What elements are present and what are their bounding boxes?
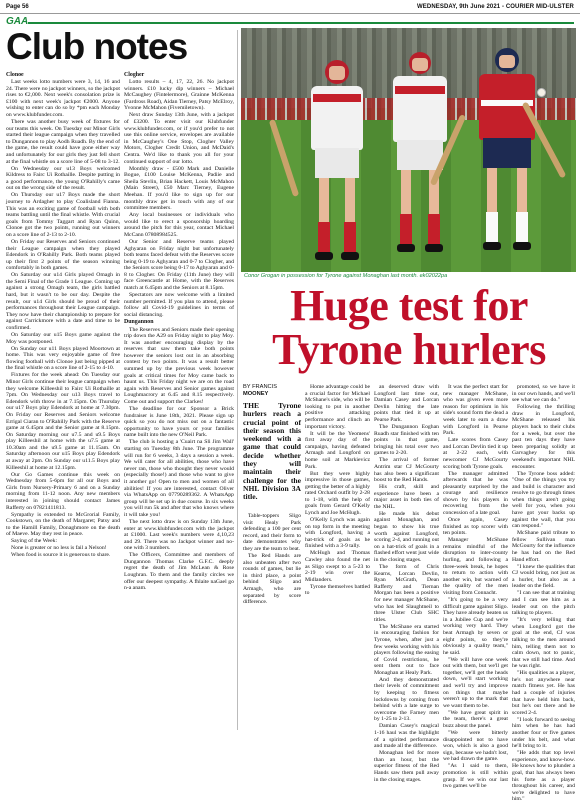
article-paragraph: "As I said to them, promotion is still within grasp. If we win our last two games we'll be (443, 763, 508, 790)
club-notes-title: Club notes (6, 26, 188, 67)
article-paragraph: "It's very telling that when Longford got the goal at the end, CJ was talking to the men around him, telling them not to calm down, not to panic, that we still had time. And he was right. (512, 617, 575, 670)
club-paragraph: The deadline for our Sponsor a Brick fundraiser is June 18th, 2021. Please sign up quick so you do not miss out on a fantastic opportunity to have yours or your families name built into the new O'Neil Park. (124, 406, 234, 439)
club-paragraph: The Officers, Committee and members of Dungannon Thomas Clarke G.F.C. deeply regret the death of Jim McLean & Rose Loughran. To them and the family circles we offer our deepest sympathy. A fhlaite naGael go n-a anam. (124, 552, 234, 592)
club-paragraph: When food is source it is generous to share. (11, 552, 111, 559)
page-header (0, 0, 580, 14)
section-rule (28, 22, 574, 24)
article-paragraph: The Dungannon Eoghan Ruadh star finished with ten points in that game, bringing his total over two games to 2-20. (374, 423, 439, 457)
headline-line-1: Huge test for (290, 281, 528, 330)
byline-prefix: BY FRANCIS (243, 384, 278, 390)
article-paragraph: Following the thrilling draw in Longford, McShane released his players back to their clubs for a week, but over the past ten days they have been preparing solidly at Garvaghey for this weekend's important NHL encounter. (512, 404, 575, 470)
article-paragraph: The manager admitted afterwards that he was pleasantly surprised by the courage and resilience shown by his players in recovering from the concession of a late goal. (443, 470, 508, 517)
club-paragraph: None is greater or no less is fail a Nelson! (11, 545, 107, 552)
player-left (303, 60, 373, 270)
article-paragraph: McHugh and Thomas Cawley also found the net as Sligo swept to a 5-23 to 2-19 win over the Midlanders. (305, 550, 370, 583)
article-paragraph: "It's going to be a very difficult game against Sligo. They have already beaten us in a Jubilee Cup and we're working very hard. They beat Armagh by seven or eight points, so they're obviously a quality team," he said. (443, 596, 508, 656)
club-paragraph: Last weeks lotto numbers were 3, 14, 16 and 24. There were no jackpot winners, so the jackpot rises to €2,000. Next week's consolation prize is £100 with next week's jackpot €2000. Anyone wishing to enter can do so by *pm each Monday on www.klubfunder.com. (6, 79, 120, 119)
club-paragraph: Spectators are now welcome with a limited number permitted. If you plan to attend, please follow all Covid-19 guidelines in terms of social distancing. (124, 292, 234, 318)
club-paragraph: The next lotto draw is on Sunday 13th June, enter at www.klubfunder.com with the jackpot at £1000. Last week's numbers were 4,10,23 and 29. There was no Jackpot winner and no-one with 3 numbers. (124, 518, 234, 552)
article-paragraph: The Red Hands are also unbeaten after two rounds of games, but lie in third place, a point behind Sligo and Armagh, who are separated by score difference. (243, 552, 301, 606)
article-column-4 (443, 384, 508, 790)
match-photo (241, 28, 576, 272)
club-paragraph: Our Go Games continue this week on Wednesday from 5-6pm for all our Boys and Girls from Nursery-Primary 6 and on a Sunday morning from 11-12 noon. Any new members interested in joining should contact James Rafferty on 07821411813. (6, 471, 120, 511)
article-paragraph: His craft, skill and experience have been a major asset in both ties of the NHL. (374, 484, 439, 510)
club-paragraph: The Reserves and Seniors made their opening trip down the A29 on Friday night to play Moy. It was another encouraging display by the reserves that saw them take both points however the seniors lost out in an absorbing contest by two points. It was a result better summed up by the previous week however goals at critical times for Moy came back to haunt us. This Friday night we are on the road again with Reserves and Senior games against Loughmacrory at 6.45 and 8.15 respectively. Come out and support the Clarkes! (124, 326, 234, 406)
article-column-1 (243, 513, 301, 733)
club-paragraph: Monthly draw - £500 Mark and Danielle Bogue, £100 Louise McKenna, Padiie and Sheila Stevlin, Brian Hackett, Louis McMahon (Main Street), £50 Marc Tierney, Eugene Meehan. If you'd like to sign up for our monthly draw get in touch with any of our committee members. (124, 165, 234, 212)
article-paragraph: He made his debut against Monaghan, and began to show his true worth against Longford, scoring 2-4, and running out on a hat-trick of goals in a flashed effort went just wide in the closing stages. (374, 510, 439, 563)
issue-date: WEDNESDAY, 9th June 2021 - COURIER MID-ULSTER (417, 3, 574, 10)
club-paragraph: On Saturday our u14 Girls played Omagh in the Semi Final of the Grade 1 League. Coming up against a strong Omagh team, the girls battled hard, but it wasn't to be our day. Despite the result, our u14 Girls should be proud of their performances throughout their League campaign. They now have their championship to prepare for against Carrickmore with a date and time to be confirmed. (6, 272, 120, 332)
club-heading: Clogher (124, 72, 145, 78)
article-paragraph: "His qualities as a player, he's not anywhere near match fitness yet. He has had a couple of injuries that have held him back, but he's out there and he scored 2-4. (512, 670, 575, 716)
club-paragraph: On Sunday our u11 Boys played Moortown at home. This was very enjoyable game of free flowing football with Clonoe just being pipped at the final whistle on a score line of 2-15 to 4-10. (6, 345, 120, 372)
article-paragraph: The form of Chris Kearns, Lorcan Devlin, Ryan McGrath, Dean Rafferty and Tiernan Morgan has been a positive for new manager McShane, who has led Slaughtneil to three Ulster Club SHC titles. (374, 563, 439, 623)
article-paragraph: promoted, so we have it in our own hands, and we'll see what we can do." (512, 384, 575, 404)
article-paragraph: Damian Casey's magical 1-16 haul was the highlight of a spirited performance and made all the difference. (374, 723, 439, 750)
club-paragraph: On Friday our Reserves and Seniors continued their League campaign when they played Edendork in O'Rahilly Park. Both teams played up their first 2 points of the season winning comfortably in both games. (6, 238, 120, 272)
article-paragraph: Once again, Casey finished as top scorer with ten points. (443, 517, 508, 537)
club-paragraph: On Wednesday our u13 Boys welcomed Kildress to Fairc Ui Rothaille. Despite putting in a good performance, the young O'Rahilly's came out on the wrong side of the result. (6, 165, 120, 192)
article-paragraph: Tyrone themselves battled to (305, 583, 370, 597)
column-divider (237, 30, 238, 730)
club-notes-column-1 (6, 71, 120, 733)
club-paragraph: On Thursday our u17 Boys made the short journey to Ardagher to play Coalisland Fianna. This was an exciting game of football with both teams battling until the final whistle. With crucial goals from Tommy Taggart and Ryan Quinn, Clonoe got the two points, running out winners on a score line of 2-13 to 2-10. (6, 192, 120, 238)
article-paragraph: an deserved draw with Longford last time out, Damian Casey and Lorcan Devlin hitting the late points that tied it up at Pearse Park. (374, 384, 439, 423)
article-paragraph: O'Kelly Lynch was again on top form in the meeting with Longford, having a hat-trick of goals as he finished with a 3-9 tally. (305, 517, 370, 550)
article-paragraph: "I knew the qualities that CJ would bring, not just as a hurler, but also as a leader on the field. (512, 563, 575, 590)
article-paragraph: Table-toppers Sligo visit Healy Park defending a 100 per cent record, and their form to date demonstrates why they are the team to beat. (243, 513, 301, 552)
club-paragraph: Sympathy is extended to McGrorial Family, Cookstown, on the death of Margaret; Patsy and to the Hamill Family, Donaghmore on the death of Maeve. May they rest in peace. (6, 511, 120, 538)
club-paragraph: Next draw Sunday 13th June, with a jackpot of £3200. To enter visit our Klubfunder www.klubfunder.com, or if you'd prefer to not use this online service, envelopes are available in McCaughey's One Stop, Clogher Valley Motors, Clogher Credit Union, and McDaid's Centra. We'd like to thank you all for your continued support of our lotto. (124, 112, 234, 165)
headline-line-2: Tyrone hurlers (272, 325, 546, 374)
photo-caption: Conor Grogan in possession for Tyrone against Monaghan last month. ek02022pa (244, 273, 448, 279)
article-paragraph: Manager McShane remains mindful of the disruption to inter-county hurling, and following a three-week break, he hopes to return to action with another win, but warned of the quality of the men visiting from Connacht. (443, 537, 508, 596)
club-paragraph: Lotto results – 4, 17, 22, 26. No jackpot winners. £10 lucky dip winners – Michael McCaughey (Fintelermore), Grainne McKenna (Fardross Road), Aidan Tierney, Patsy McElroy, Yvonne McMahon (Fivemiletown). (124, 79, 234, 112)
article-paragraph: It will be the Yeomens' first away day of the campaign, having defeated Armagh and Longford on home soil at Markievicz Park. (305, 430, 370, 470)
page-number: Page 56 (6, 3, 29, 10)
club-paragraph: Fixtures for the week ahead: On Tuesday our Minor Girls continue their league campaign when they welcome Killeeshil to Fairc Ui Rothaille at 7pm. On Wednesday our u13 Boys travel to Edendork with throw in at 7.15pm. On Thursday our u17 Boys play Edendork at home at 7.30pm. On Friday our Reserves and Seniors welcome Errigal Ciaran to O'Rahilly Park with the Reserve game at 6.45pm and the Senior game at 8.15pm. On Saturday morning our u7.5 and u9.5 Boys play Killeeshil at home with the u7.5 game at 10.30am and the u9.5 game at 11.15am. On Saturday afternoon our u15 Boys play Edendork at away at 2pm. On Sunday our u11.5 Boys play Killeeshil at home at 12.15pm. (6, 372, 120, 471)
club-heading: Dungannon (124, 319, 154, 326)
article-paragraph: It was the perfect start for new manager McShane, who was given even more reason for optimism in his side's sound form the dead a week later to earn a draw with Longford in Pearse Park. (443, 384, 508, 437)
article-paragraph: "I can see that at training and I can see him as a leader out on the pitch talking to players. (512, 590, 575, 617)
article-column-3 (374, 384, 439, 783)
club-paragraph: There was another busy week of fixtures for our teams this week. On Tuesday our Minor Girls started their league campaign when they travelled to Dungannon to play Aodh Ruadh. By the end of the game, the result could have gone either way and unfortunately for our girls they just fell short at the final whistle on a score line of 5-08 to 3-12. (6, 119, 120, 165)
club-heading: Clonoe (6, 72, 24, 78)
club-paragraph: Our Senior and Reserve teams played Aghyaran on Friday night but unfortunately both teams faced defeat with the Reserves score being 0-19 to Aghyaran and 0-7 to Clogher, and the Seniors score being 0-17 to Aghyaran and 0-8 to Clogher. On Friday (11th June) they will face Greencastle at Home, with the Reserves match at 6.45pm and the Seniors at 8.15pm. (124, 238, 234, 292)
article-paragraph: "He adds that top level experience, and know-how. He knows how to plunder a goal, that has always been his forte as a player throughout his career, and we're delighted to have him." (512, 750, 575, 803)
article-paragraph: Late scores from Casey and Lorcan Devlin tied it up at 2-22 each, with newcomer CJ McGourty scoring both Tyrone goals. (443, 437, 508, 470)
article-column-5 (512, 384, 575, 803)
sliotar-ball (537, 88, 546, 97)
article-paragraph: Monaghan led for more than an hour, but the superior fitness of the Red Hands saw them pull away in the closing stages. (374, 750, 439, 783)
article-column-2 (305, 384, 370, 733)
club-paragraph: Any local businesses or individuals who would like to erect a sponsorship hoarding around the pitch for this year, contact Michael McCann 07808984525. (124, 212, 234, 238)
club-paragraph: On Saturday our u15 Boys game against the Moy was postponed. (6, 332, 120, 345)
article-paragraph: And they demonstrated their levels of commitment by keeping to fitness lockdowns by coming from behind with a late surge to overcome the Farney men by 1-25 to 2-13. (374, 676, 439, 723)
byline-author: MOONEY (243, 390, 269, 397)
player-right (469, 48, 545, 262)
article-paragraph: "We have great spirit in the team, there's a great buzz about the panel. (443, 709, 508, 730)
article-byline (243, 384, 301, 397)
article-paragraph: The arrival of former Antrim star CJ McGourty has also been a significant boost to the Red Hands. (374, 457, 439, 484)
article-paragraph: The McShane era started in encouraging fashion for Tyrone, when, after just a few weeks working with his players following the easing of Covid restrictions, he sent them out to face Monaghan at Healy Park. (374, 623, 439, 676)
article-paragraph: Home advantage could be a crucial factor for Michael McShane's side, who will be looking to put in another positive attacking performance and clinch an important victory. (305, 384, 371, 430)
article-paragraph: "We were bitterly disappointed not to have won, which is also a good sign, because we hadn't lost, we had drawn the game. (443, 730, 508, 763)
section-label: GAA (6, 16, 29, 27)
article-paragraph: The Tyrone boss added: "One of the things you try and build is character and resolve to go through times when things aren't going well for you, when you have got your backs up against the wall, that you can respond." (512, 470, 575, 530)
article-paragraph: "I look forward to seeing him when he has had another four or five games under his belt, and what he'll bring to it. (512, 716, 575, 750)
article-paragraph: But they were highly impressive in those games, getting the better of a highly rated Orchard outfit by 2-28 to 1-18, with the help of goals from Gerard O'Kelly Lynch and Joe McHugh. (305, 470, 370, 517)
article-intro: THE Tyrone hurlers reach a crucial point of their season this weekend with a game that could decide whether they will maintain their challenge for the NHL Division 3A title. (243, 401, 301, 502)
club-notes-column-2 (124, 71, 234, 733)
club-paragraph: The club is hosting a 'Cuairt na Sli Jim Wall' starting on Tuesday 8th June. The programme will run for 6 weeks, 3 days a session a week. We will cater for all abilities, those who have never ran, those who thought they never would (especially those!) and those who want to give it another go! Open to men and women of all abilities! If you are interested, contact Oliver via WhatsApp on 07790289362. A WhatsApp group will be set up in due course. In six weeks you will run 5k and after that who knows where it will take you! (124, 439, 234, 518)
article-paragraph: "We will have one week out with them, but we'll get together, we'll get the heads down, we'll start working and we'll try and improve on things that maybe weren't up to the mark that we want them to be. (443, 656, 508, 709)
article-headline (242, 281, 576, 374)
club-paragraph: Saying of the Week: (11, 538, 58, 545)
article-paragraph: McShane paid tribute to fellow Sullivan man McGourty for the influence he has had on the Red Hand effort. (512, 530, 575, 563)
